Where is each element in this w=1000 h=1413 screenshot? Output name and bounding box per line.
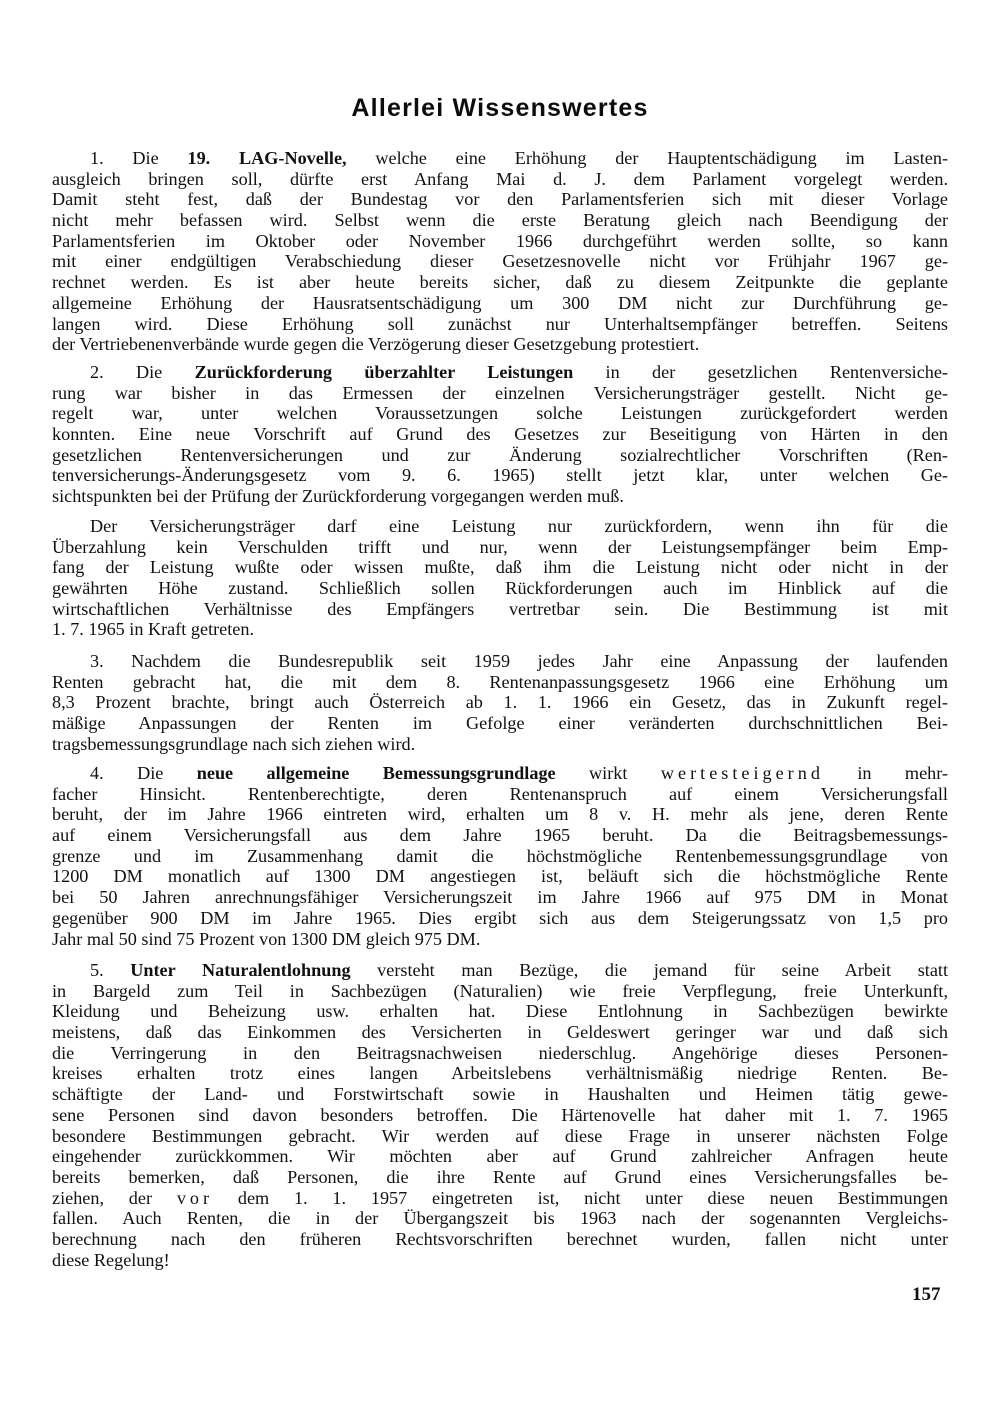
bold-heading-text: Unter Naturalentlohnung (130, 960, 351, 980)
text-segment: wirkt (555, 763, 661, 783)
text-segment: facher Hinsicht. Rentenberechtigte, deren Rentenanspruch auf einem Versicherungsfall (52, 783, 948, 804)
text-line (52, 1043, 948, 1064)
text-segment: Renten gebracht hat, die mit dem 8. Rentenanpassungsgesetz 1966 eine Erhöhung um (52, 671, 948, 692)
text-segment: gegenüber 900 DM im Jahre 1965. Dies ergibt sich aus dem Steigerungssatz von 1,5 pro (52, 907, 948, 928)
text-segment: schäftigte der Land- und Forstwirtschaft sowie in Haushalten und Heimen tätig gewe- (52, 1084, 948, 1105)
text-line (52, 1105, 948, 1126)
paragraph (52, 960, 948, 1270)
text-segment: tragsbemessungsgrundlage nach sich ziehen wird. (52, 733, 416, 754)
text-line (52, 189, 948, 210)
text-line (52, 314, 948, 335)
page-number: 157 (912, 1284, 941, 1305)
text-line (52, 804, 948, 825)
text-line (52, 599, 948, 620)
text-segment: ziehen, der (52, 1187, 177, 1208)
text-line (52, 734, 948, 755)
text-line (52, 251, 948, 272)
text-line (52, 537, 948, 558)
text-segment: wirtschaftlichen Verhältnisse des Empfängers vertretbar sein. Die Bestimmung ist mit (52, 598, 948, 619)
text-line (52, 887, 948, 908)
text-segment: 5. (90, 960, 131, 980)
text-line (52, 516, 948, 537)
text-segment: Der Versicherungsträger darf eine Leistung nur zurückfordern, wenn ihn für die (90, 516, 948, 536)
text-segment: diese Regelung! (52, 1249, 170, 1270)
text-line (52, 148, 948, 169)
text-line (52, 169, 948, 190)
text-segment: tenversicherungs-Änderungsgesetz vom 9. 6. 1965) stellt jetzt klar, unter welchen Ge- (52, 465, 948, 486)
text-line (52, 1084, 948, 1105)
text-segment: sichtspunkten bei der Prüfung der Zurückforderung vorgegangen werden muß. (52, 486, 624, 507)
text-segment: Kleidung und Beheizung usw. erhalten hat. Diese Entlohnung in Sachbezügen bewirkte (52, 1001, 948, 1022)
text-segment: bereits bemerken, daß Personen, die ihre Rente auf Grund eines Versicherungsfalles be- (52, 1166, 948, 1187)
text-line (52, 272, 948, 293)
text-segment: Damit steht fest, daß der Bundestag vor den Parlamentsferien sich mit dieser Vorlage (52, 189, 948, 210)
text-line (52, 692, 948, 713)
paragraph (52, 516, 948, 640)
text-line (52, 486, 948, 507)
text-line (52, 825, 948, 846)
text-segment: in mehr- (823, 763, 948, 783)
text-segment: 1. Die (90, 148, 188, 168)
text-segment: fallen. Auch Renten, die in der Übergangszeit bis 1963 nach der sogenannten Vergleichs- (52, 1208, 948, 1229)
paragraph (52, 148, 948, 355)
text-line (52, 557, 948, 578)
text-line (52, 619, 948, 640)
text-segment: Parlamentsferien im Oktober oder November 1966 durchgeführt werden sollte, so kann (52, 230, 948, 251)
text-segment: versteht man Bezüge, die jemand für seine Arbeit statt (350, 960, 949, 980)
text-line (52, 1188, 948, 1209)
text-line (52, 784, 948, 805)
text-segment: langen wird. Diese Erhöhung soll zunächst nur Unterhaltsempfänger betreffen. Seitens (52, 313, 948, 334)
text-line (52, 1063, 948, 1084)
text-line (52, 578, 948, 599)
text-segment: 1. 7. 1965 in Kraft getreten. (52, 619, 255, 640)
text-segment: welche eine Erhöhung der Hauptentschädigung im Lasten- (346, 148, 949, 168)
bold-heading-text: Zurückforderung überzahlter Leistungen (194, 362, 574, 382)
bold-heading-text: 19. LAG-Novelle, (187, 148, 347, 168)
text-line (52, 866, 948, 887)
text-segment: berechnung nach den früheren Rechtsvorschriften berechnet wurden, fallen nicht unter (52, 1228, 948, 1249)
text-segment: gesetzlichen Rentenversicherungen und zur Änderung sozialrechtlicher Vorschriften (Ren- (52, 444, 948, 465)
text-segment: in der gesetzlichen Rentenversiche- (573, 362, 948, 382)
text-segment: besondere Bestimmungen gebracht. Wir werden auf diese Frage in unserer nächsten Folge (52, 1125, 948, 1146)
text-segment: nicht mehr befassen wird. Selbst wenn die erste Beratung gleich nach Beendigung der (52, 210, 948, 231)
bold-heading-text: neue allgemeine Bemessungsgrundlage (196, 763, 556, 783)
text-line (52, 651, 948, 672)
text-segment: 3. Nachdem die Bundesrepublik seit 1959 jedes Jahr eine Anpassung der laufenden (90, 651, 948, 671)
text-line (52, 1167, 948, 1188)
text-line (52, 672, 948, 693)
text-segment: dem 1. 1. 1957 eingetreten ist, nicht unter diese neuen Bestimmungen (213, 1187, 948, 1208)
text-segment: mäßige Anpassungen der Renten im Gefolge einer veränderten durchschnittlichen Bei- (52, 713, 948, 734)
text-line (52, 981, 948, 1002)
spaced-emphasis-text: wertesteigernd (660, 763, 824, 783)
spaced-emphasis-text: vor (176, 1187, 214, 1208)
paragraph (52, 651, 948, 754)
text-line (52, 1001, 948, 1022)
text-segment: fang der Leistung wußte oder wissen mußte, daß ihm die Leistung nicht oder nicht in der (52, 557, 948, 578)
text-segment: mit einer endgültigen Verabschiedung dieser Gesetzesnovelle nicht vor Frühjahr 1967 ge- (52, 251, 948, 272)
text-segment: 8,3 Prozent brachte, bringt auch Österreich ab 1. 1. 1966 ein Gesetz, das in Zukunft regel- (52, 692, 948, 713)
text-line (52, 1229, 948, 1250)
text-line (52, 763, 948, 784)
text-segment: 2. Die (90, 362, 195, 382)
text-segment: die Verringerung in den Beitragsnachweisen niederschlug. Angehörige dieses Personen- (52, 1042, 948, 1063)
text-segment: konnten. Eine neue Vorschrift auf Grund des Gesetzes zur Beseitigung von Härten in den (52, 424, 948, 445)
paragraph (52, 362, 948, 507)
text-line (52, 445, 948, 466)
text-line (52, 1126, 948, 1147)
text-line (52, 846, 948, 867)
text-segment: Überzahlung kein Verschulden trifft und nur, wenn der Leistungsempfänger beim Emp- (52, 536, 948, 557)
text-segment: ausgleich bringen soll, dürfte erst Anfang Mai d. J. dem Parlament vorgelegt werden. (52, 168, 948, 189)
text-segment: allgemeine Erhöhung der Hausratsentschädigung um 300 DM nicht zur Durchführung ge- (52, 292, 948, 313)
text-segment: in Bargeld zum Teil in Sachbezügen (Naturalien) wie freie Verpflegung, freie Unterkunft, (52, 980, 948, 1001)
text-segment: gewährten Höhe zustand. Schließlich sollen Rückforderungen auch im Hinblick auf die (52, 578, 948, 599)
text-line (52, 210, 948, 231)
text-line (52, 1022, 948, 1043)
text-segment: sene Personen sind davon besonders betroffen. Die Härtenovelle hat daher mit 1. 7. 1965 (52, 1104, 948, 1125)
text-segment: regelt war, unter welchen Voraussetzungen solche Leistungen zurückgefordert werden (52, 403, 948, 424)
text-line (52, 960, 948, 981)
text-line (52, 362, 948, 383)
text-line (52, 383, 948, 404)
text-segment: grenze und im Zusammenhang damit die höchstmögliche Rentenbemessungsgrundlage von (52, 845, 948, 866)
text-line (52, 713, 948, 734)
text-line (52, 1208, 948, 1229)
text-line (52, 424, 948, 445)
paragraph (52, 763, 948, 949)
text-line (52, 908, 948, 929)
text-segment: 1200 DM monatlich auf 1300 DM angestiegen ist, beläuft sich die höchstmögliche Rente (52, 866, 948, 887)
text-segment: Jahr mal 50 sind 75 Prozent von 1300 DM gleich 975 DM. (52, 928, 481, 949)
text-segment: bei 50 Jahren anrechnungsfähiger Versicherungszeit im Jahre 1966 auf 975 DM in Monat (52, 887, 948, 908)
text-line (52, 465, 948, 486)
text-line (52, 334, 948, 355)
text-segment: rechnet werden. Es ist aber heute bereits sicher, daß zu diesem Zeitpunkte die geplante (52, 272, 948, 293)
text-line (52, 403, 948, 424)
text-line (52, 231, 948, 252)
text-segment: 4. Die (90, 763, 197, 783)
text-segment: der Vertriebenenverbände wurde gegen die Verzögerung dieser Gesetzgebung protestiert. (52, 334, 700, 355)
text-segment: beruht, der im Jahre 1966 eintreten wird, erhalten um 8 v. H. mehr als jene, deren Rente (52, 804, 948, 825)
text-line (52, 1146, 948, 1167)
text-segment: auf einem Versicherungsfall aus dem Jahre 1965 beruht. Da die Beitragsbemessungs- (52, 825, 948, 846)
page-title: Allerlei Wissenswertes (351, 94, 649, 122)
text-line (52, 1250, 948, 1271)
text-line (52, 929, 948, 950)
text-segment: rung war bisher in das Ermessen der einzelnen Versicherungsträger gestellt. Nicht ge- (52, 382, 948, 403)
text-line (52, 293, 948, 314)
text-segment: kreises erhalten trotz eines langen Arbeitslebens verhältnismäßig niedrige Renten. Be- (52, 1063, 948, 1084)
text-segment: eingehender zurückkommen. Wir möchten aber auf Grund zahlreicher Anfragen heute (52, 1146, 948, 1167)
text-segment: meistens, daß das Einkommen des Versicherten in Geldeswert geringer war und daß sich (52, 1022, 948, 1043)
